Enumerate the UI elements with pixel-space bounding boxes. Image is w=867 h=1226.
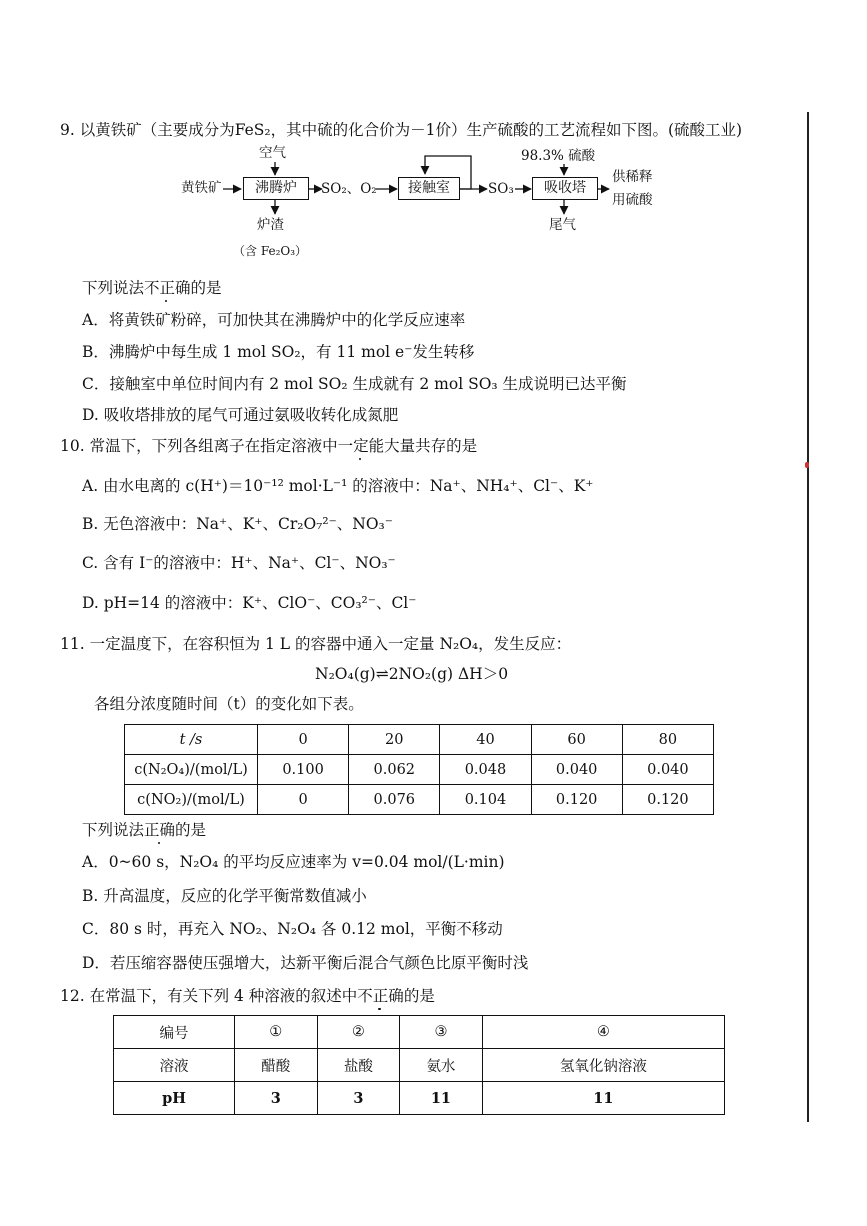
q12-stem-emphasis: 不正确 [357,987,404,1005]
flow-contact-box: 接触室 [398,177,460,200]
flow-slag: 炉渣 [257,217,284,233]
flow-furnace-box: 沸腾炉 [243,177,309,200]
table-cell: pH [114,1082,235,1115]
table-cell: 11 [400,1082,483,1115]
table-row [114,1049,725,1082]
q11-stem: 11. 一定温度下，在容积恒为 1 L 的容器中通入一定量 N₂O₄，发生反应： [60,635,572,653]
table-header-row [125,725,714,755]
q10-stem-emphasis: 一定能 [337,437,385,455]
q9-flow-diagram [175,142,695,264]
table-cell: 盐酸 [317,1049,400,1082]
table-cell: 溶液 [114,1049,235,1082]
table-cell: 0.040 [531,755,622,785]
flow-gas2: SO₃ [488,181,514,197]
q9-option-b: B．沸腾炉中每生成 1 mol SO₂，有 11 mol e⁻发生转移 [82,343,475,361]
table-row [125,755,714,785]
q9-prompt [82,278,222,298]
table-cell: 0.100 [258,755,349,785]
table-cell: 0.120 [622,785,713,815]
q9-option-a: A．将黄铁矿粉碎，可加快其在沸腾炉中的化学反应速率 [82,311,466,329]
q9-prompt-emphasis: 不正确 [144,279,191,297]
table-cell: 编号 [114,1016,235,1049]
q11-prompt-post: 的是 [175,821,207,839]
table-cell: 40 [440,725,531,755]
q11-option-a: A．0~60 s，N₂O₄ 的平均反应速率为 v=0.04 mol/(L·min) [82,853,505,871]
q10-option-a: A. 由水电离的 c(H⁺)＝10⁻¹² mol·L⁻¹ 的溶液中：Na⁺、NH₄⁺、Cl⁻、K⁺ [82,477,594,495]
flow-air: 空气 [259,145,286,161]
flow-product-2: 用硫酸 [612,192,653,208]
q12-stem-post: 的是 [403,987,435,1005]
table-cell: 0.120 [531,785,622,815]
table-cell: ② [317,1016,400,1049]
table-cell: 0.048 [440,755,531,785]
q11-prompt-pre: 下列说法 [82,821,145,839]
q10-option-c: C. 含有 I⁻的溶液中：H⁺、Na⁺、Cl⁻、NO₃⁻ [82,554,396,572]
table-cell: c(NO₂)/(mol/L) [125,785,258,815]
q9-prompt-pre: 下列说法 [82,279,145,297]
table-cell: 0.062 [349,755,440,785]
q12-stem-pre: 12. 在常温下，有关下列 4 种溶液的叙述中 [60,987,358,1005]
q11-option-b: B. 升高温度，反应的化学平衡常数值减小 [82,887,367,905]
table-cell: 80 [622,725,713,755]
q10-option-b: B. 无色溶液中：Na⁺、K⁺、Cr₂O₇²⁻、NO₃⁻ [82,515,393,533]
table-cell: 0.040 [622,755,713,785]
table-cell: c(N₂O₄)/(mol/L) [125,755,258,785]
flow-slag-note: （含 Fe₂O₃） [233,244,308,258]
table-cell: 3 [235,1082,318,1115]
margin-red-mark [805,462,809,468]
q11-prompt [82,820,206,840]
q9-prompt-post: 的是 [190,279,222,297]
table-cell: ③ [400,1016,483,1049]
q12-stem [60,986,435,1006]
table-cell: 3 [317,1082,400,1115]
table-cell: 11 [482,1082,724,1115]
flow-input: 黄铁矿 [181,180,222,196]
flow-gas1: SO₂、O₂ [321,181,377,197]
q10-stem [60,436,477,456]
table-cell: 氢氧化钠溶液 [482,1049,724,1082]
q9-stem: 9. 以黄铁矿（主要成分为FeS₂，其中硫的化合价为－1价）生产硫酸的工艺流程如下图。(硫酸工业) [60,121,743,139]
q11-table-intro: 各组分浓度随时间（t）的变化如下表。 [94,695,364,713]
table-row [125,785,714,815]
table-cell: 氨水 [400,1049,483,1082]
table-row [114,1016,725,1049]
table-cell: ④ [482,1016,724,1049]
q11-concentration-table [124,724,714,815]
table-cell: 60 [531,725,622,755]
q12-solution-table [113,1015,725,1115]
table-cell: t /s [125,725,258,755]
q9-option-c: C．接触室中单位时间内有 2 mol SO₂ 生成就有 2 mol SO₃ 生成说明已达平衡 [82,375,627,393]
q11-prompt-emphasis: 正确 [144,821,176,839]
q9-option-d: D. 吸收塔排放的尾气可通过氨吸收转化成氮肥 [82,406,399,424]
table-cell: 醋酸 [235,1049,318,1082]
flow-acid-in: 98.3% 硫酸 [521,148,596,164]
q10-stem-post: 大量共存的是 [384,437,478,455]
q11-equation: N₂O₄(g)⇌2NO₂(g) ΔH＞0 [315,665,509,683]
flow-tail-gas: 尾气 [549,217,576,233]
table-cell: 0.104 [440,785,531,815]
q10-option-d: D. pH=14 的溶液中：K⁺、ClO⁻、CO₃²⁻、Cl⁻ [82,594,417,612]
table-cell: 0 [258,725,349,755]
table-row [114,1082,725,1115]
flow-product-1: 供稀释 [612,169,653,185]
table-cell: 20 [349,725,440,755]
table-cell: 0 [258,785,349,815]
q11-option-c: C．80 s 时，再充入 NO₂、N₂O₄ 各 0.12 mol，平衡不移动 [82,920,503,938]
margin-binding-line [807,112,809,1122]
q10-stem-pre: 10. 常温下，下列各组离子在指定溶液中 [60,437,338,455]
q11-option-d: D．若压缩容器使压强增大，达新平衡后混合气颜色比原平衡时浅 [82,954,529,972]
flow-absorber-box: 吸收塔 [532,177,598,200]
table-cell: ① [235,1016,318,1049]
table-cell: 0.076 [349,785,440,815]
